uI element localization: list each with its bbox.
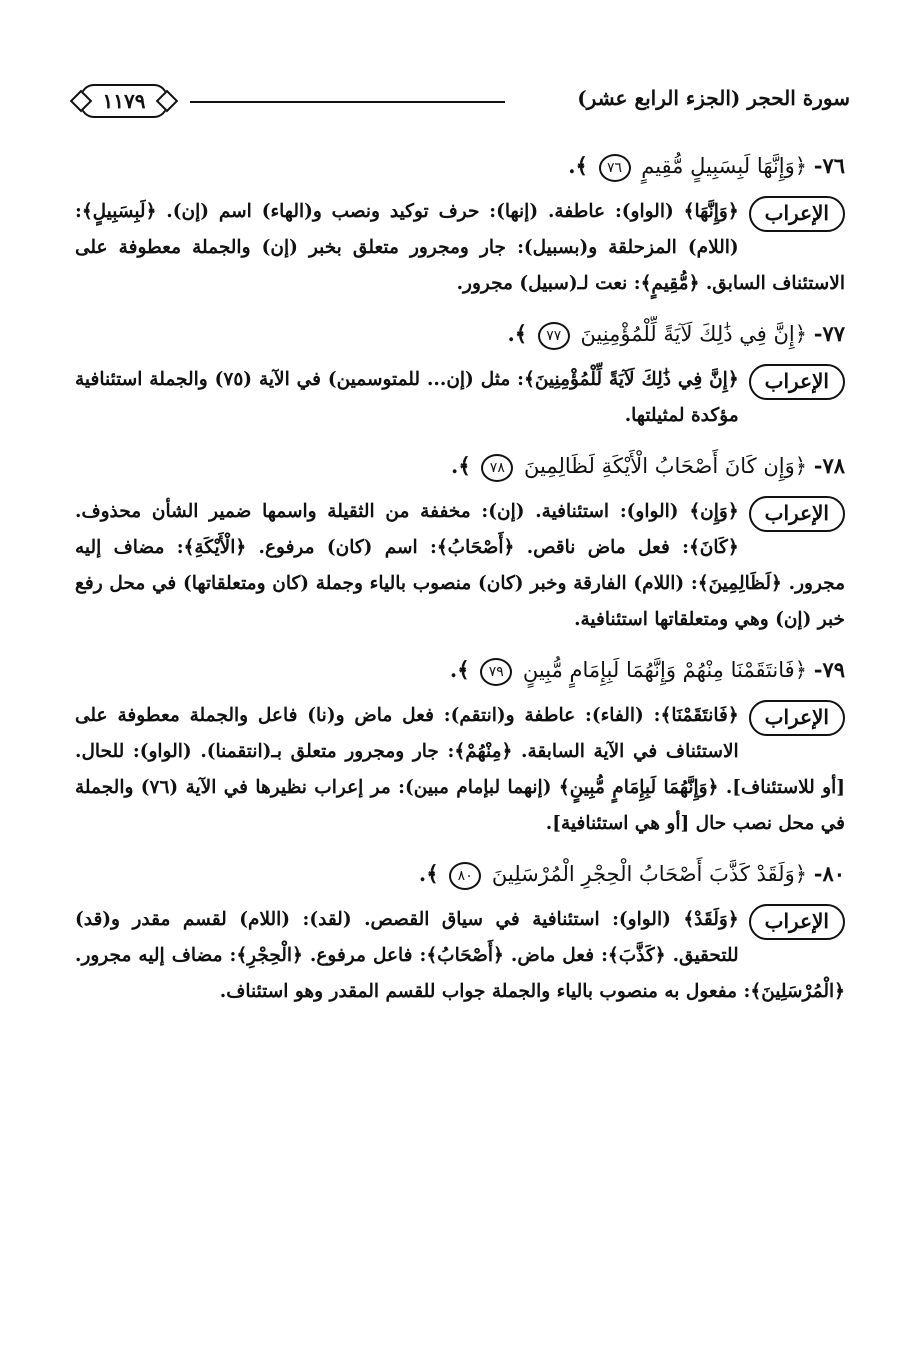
irab-label: الإعراب — [749, 904, 845, 940]
irab-label: الإعراب — [749, 364, 845, 400]
verse-number: ٨٠- — [813, 861, 845, 886]
page-content — [75, 148, 845, 1024]
verse-text: ﴿وَإِنَّهَا لَبِسَبِيلٍ مُّقِيمٍ — [641, 154, 808, 178]
irab-paragraph — [75, 194, 845, 302]
irab-text: ﴿فَانتَقَمْنَا﴾: (الفاء): عاطفة و(انتقم): فعل ماض و(نا) فاعل والجملة معطوفة على الاستئناف في الآية السابقة. ﴿مِنْهُمْ﴾: جار ومجرور متعلق بـ(انتقمنا). (الواو): للحال. [أو للاستئناف]. ﴿وَإِنَّهُمَا لَبِإِمَامٍ مُّبِينٍ﴾ (إنهما لبإمام مبين): مر إعراب نظيرها في الآية (٧٦) والجملة في محل نصب حال [أو هي استئنافية]. — [75, 705, 845, 834]
verse-number: ٧٦- — [813, 153, 845, 178]
verse-end: ﴾. — [568, 153, 588, 178]
page-number: ١١٧٩ — [102, 89, 146, 113]
page-header — [80, 78, 850, 118]
verse-78 — [75, 448, 845, 484]
surah-title: سورة الحجر (الجزء الرابع عشر) — [577, 86, 850, 110]
verse-text: ﴿فَانتَقَمْنَا مِنْهُمْ وَإِنَّهُمَا لَبِإِمَامٍ مُّبِينٍ — [522, 658, 808, 682]
verse-end: ﴾. — [418, 861, 439, 886]
irab-text: ﴿وَلَقَدْ﴾ (الواو): استئنافية في سياق القصص. (لقد): (اللام) لقسم مقدر و(قد) للتحقيق. ﴿كَذَّبَ﴾: فعل ماض. ﴿أَصْحَابُ﴾: فاعل مرفوع. ﴿الْحِجْرِ﴾: مضاف إليه مجرور. ﴿الْمُرْسَلِينَ﴾: مفعول به منصوب بالياء والجملة جواب للقسم المقدر وهو استئناف. — [75, 909, 845, 1002]
verse-text: ﴿وَإِن كَانَ أَصْحَابُ الْأَيْكَةِ لَظَالِمِينَ — [524, 454, 808, 478]
verse-number: ٧٩- — [813, 657, 845, 682]
ayah-end-mark: ٧٦ — [599, 154, 631, 182]
verse-text: ﴿إِنَّ فِي ذَٰلِكَ لَآيَةً لِّلْمُؤْمِنِينَ — [580, 322, 808, 346]
ayah-end-mark: ٧٨ — [481, 454, 513, 482]
irab-text: ﴿إِنَّ فِي ذَٰلِكَ لَآيَةً لِّلْمُؤْمِنِينَ﴾: مثل (إن... للمتوسمين) في الآية (٧٥) والجملة استئنافية مؤكدة لمثيلتها. — [75, 369, 739, 426]
verse-76 — [75, 148, 845, 184]
verse-text: ﴿وَلَقَدْ كَذَّبَ أَصْحَابُ الْحِجْرِ الْمُرْسَلِينَ — [491, 862, 808, 886]
irab-text: ﴿وَإِنَّهَا﴾ (الواو): عاطفة. (إنها): حرف توكيد ونصب و(الهاء) اسم (إن). ﴿لَبِسَبِيلٍ﴾: (اللام) المزحلقة و(بسبيل): جار ومجرور متعلق بخبر (إن) والجملة معطوفة على الاستئناف السابق. ﴿مُّقِيمٍ﴾: نعت لـ(سبيل) مجرور. — [75, 201, 845, 294]
irab-paragraph — [75, 494, 845, 638]
verse-number: ٧٨- — [813, 453, 845, 478]
ayah-end-mark: ٧٧ — [538, 322, 570, 350]
verse-79 — [75, 652, 845, 688]
verse-end: ﴾. — [507, 321, 528, 346]
page-number-badge — [80, 84, 168, 118]
irab-paragraph — [75, 902, 845, 1010]
ayah-end-mark: ٧٩ — [480, 658, 512, 686]
irab-label: الإعراب — [749, 700, 845, 736]
verse-end: ﴾. — [449, 657, 470, 682]
irab-label: الإعراب — [749, 196, 845, 232]
irab-paragraph — [75, 698, 845, 842]
irab-text: ﴿وَإِن﴾ (الواو): استئنافية. (إن): مخففة من الثقيلة واسمها ضمير الشأن محذوف. ﴿كَانَ﴾: فعل ماض ناقص. ﴿أَصْحَابُ﴾: اسم (كان) مرفوع. ﴿الْأَيْكَةِ﴾: مضاف إليه مجرور. ﴿لَظَالِمِينَ﴾: (اللام) الفارقة وخبر (كان) منصوب بالياء وجملة (كان ومتعلقاتها) في محل رفع خبر (إن) وهي ومتعلقاتها استئنافية. — [75, 501, 845, 630]
verse-77 — [75, 316, 845, 352]
header-rule — [190, 101, 505, 103]
verse-80 — [75, 856, 845, 892]
verse-end: ﴾. — [451, 453, 471, 478]
verse-number: ٧٧- — [813, 321, 845, 346]
irab-label: الإعراب — [749, 496, 845, 532]
ayah-end-mark: ٨٠ — [449, 862, 481, 890]
irab-paragraph — [75, 362, 845, 434]
